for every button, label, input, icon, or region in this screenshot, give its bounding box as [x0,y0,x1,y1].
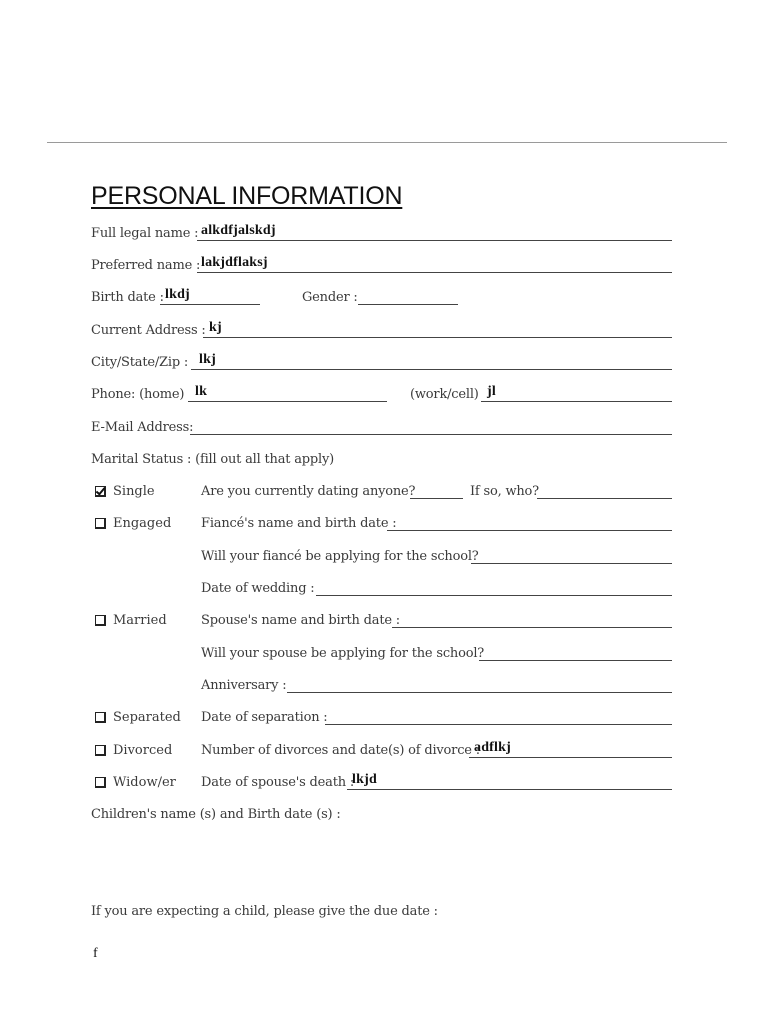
full-legal-name-label: Full legal name : [91,226,199,241]
email-row [91,420,672,440]
phone-home-label: Phone: (home) [91,387,185,402]
spouse-name-field[interactable] [392,627,672,628]
full-legal-name-value: alkdfjalskdj [201,223,276,238]
spouse-death-field[interactable] [347,789,672,790]
divorces-field[interactable] [469,757,672,758]
full-legal-name-field[interactable] [197,240,672,241]
phone-work-label: (work/cell) [410,387,479,402]
city-state-zip-row [91,352,672,375]
children-row [91,807,672,827]
divorced-checkbox[interactable] [95,745,106,756]
gender-field[interactable] [358,304,458,305]
preferred-name-label: Preferred name : [91,258,201,273]
single-checkbox[interactable] [95,486,106,497]
separated-row [91,710,672,730]
separated-label: Separated [113,710,181,725]
full-legal-name-row [91,223,672,246]
anniversary-label: Anniversary : [201,678,287,693]
wedding-date-field[interactable] [316,595,672,596]
married-label: Married [113,613,167,628]
birth-date-field[interactable] [160,304,260,305]
wedding-date-label: Date of wedding : [201,581,315,596]
expecting-row [91,904,672,924]
single-row [91,484,672,504]
fiance-applying-row [91,549,672,569]
birth-gender-row [91,287,672,310]
if-so-who-field[interactable] [537,498,672,499]
divorces-label: Number of divorces and date(s) of divorce : [201,743,480,758]
divorced-row [91,740,672,763]
spouse-death-value: lkjd [352,772,377,787]
divorced-label: Divorced [113,743,173,758]
if-so-who-label: If so, who? [470,484,539,499]
current-address-value: kj [209,320,222,335]
married-row [91,613,672,633]
dating-field[interactable] [410,498,463,499]
engaged-row [91,516,672,536]
phone-work-value: jl [487,384,496,399]
spouse-name-label: Spouse's name and birth date : [201,613,400,628]
marital-heading-row [91,452,672,472]
fiance-name-field[interactable] [387,530,672,531]
divorces-value: adflkj [474,740,511,755]
birth-date-value: lkdj [165,287,190,302]
separation-date-field[interactable] [325,724,672,725]
city-state-zip-label: City/State/Zip : [91,355,189,370]
fiance-applying-label: Will your fiancé be applying for the school? [201,549,479,564]
dating-question: Are you currently dating anyone? [201,484,416,499]
spouse-applying-label: Will your spouse be applying for the school? [201,646,485,661]
email-field[interactable] [190,434,672,435]
widower-checkbox[interactable] [95,777,106,788]
preferred-name-field[interactable] [197,272,672,273]
phone-home-field[interactable] [188,401,387,402]
current-address-row [91,320,672,343]
anniversary-field[interactable] [287,692,672,693]
marital-status-heading: Marital Status : (fill out all that apply) [91,452,335,467]
anniversary-row [91,678,672,698]
separation-date-label: Date of separation : [201,710,328,725]
phone-row [91,384,672,407]
preferred-name-row [91,255,672,278]
fiance-applying-field[interactable] [471,563,672,564]
married-checkbox[interactable] [95,615,106,626]
top-divider [47,142,727,143]
city-state-zip-field[interactable] [191,369,672,370]
city-state-zip-value: lkj [199,352,216,367]
expecting-label: If you are expecting a child, please give the due date : [91,904,438,919]
spouse-death-label: Date of spouse's death : [201,775,355,790]
phone-home-value: lk [195,384,208,399]
engaged-label: Engaged [113,516,172,531]
current-address-field[interactable] [203,337,672,338]
gender-label: Gender : [302,290,358,305]
phone-work-field[interactable] [481,401,672,402]
separated-checkbox[interactable] [95,712,106,723]
widower-label: Widow/er [113,775,176,790]
preferred-name-value: lakjdflaksj [201,255,268,270]
widower-row [91,772,672,795]
wedding-date-row [91,581,672,601]
spouse-applying-row [91,646,672,666]
current-address-label: Current Address : [91,323,206,338]
children-label: Children's name (s) and Birth date (s) : [91,807,341,822]
single-label: Single [113,484,155,499]
birth-date-label: Birth date : [91,290,164,305]
free-text-entry[interactable]: f [93,946,98,961]
spouse-applying-field[interactable] [479,660,672,661]
email-label: E-Mail Address: [91,420,194,435]
engaged-checkbox[interactable] [95,518,106,529]
fiance-name-label: Fiancé's name and birth date : [201,516,397,531]
page-title: PERSONAL INFORMATION [91,182,403,210]
